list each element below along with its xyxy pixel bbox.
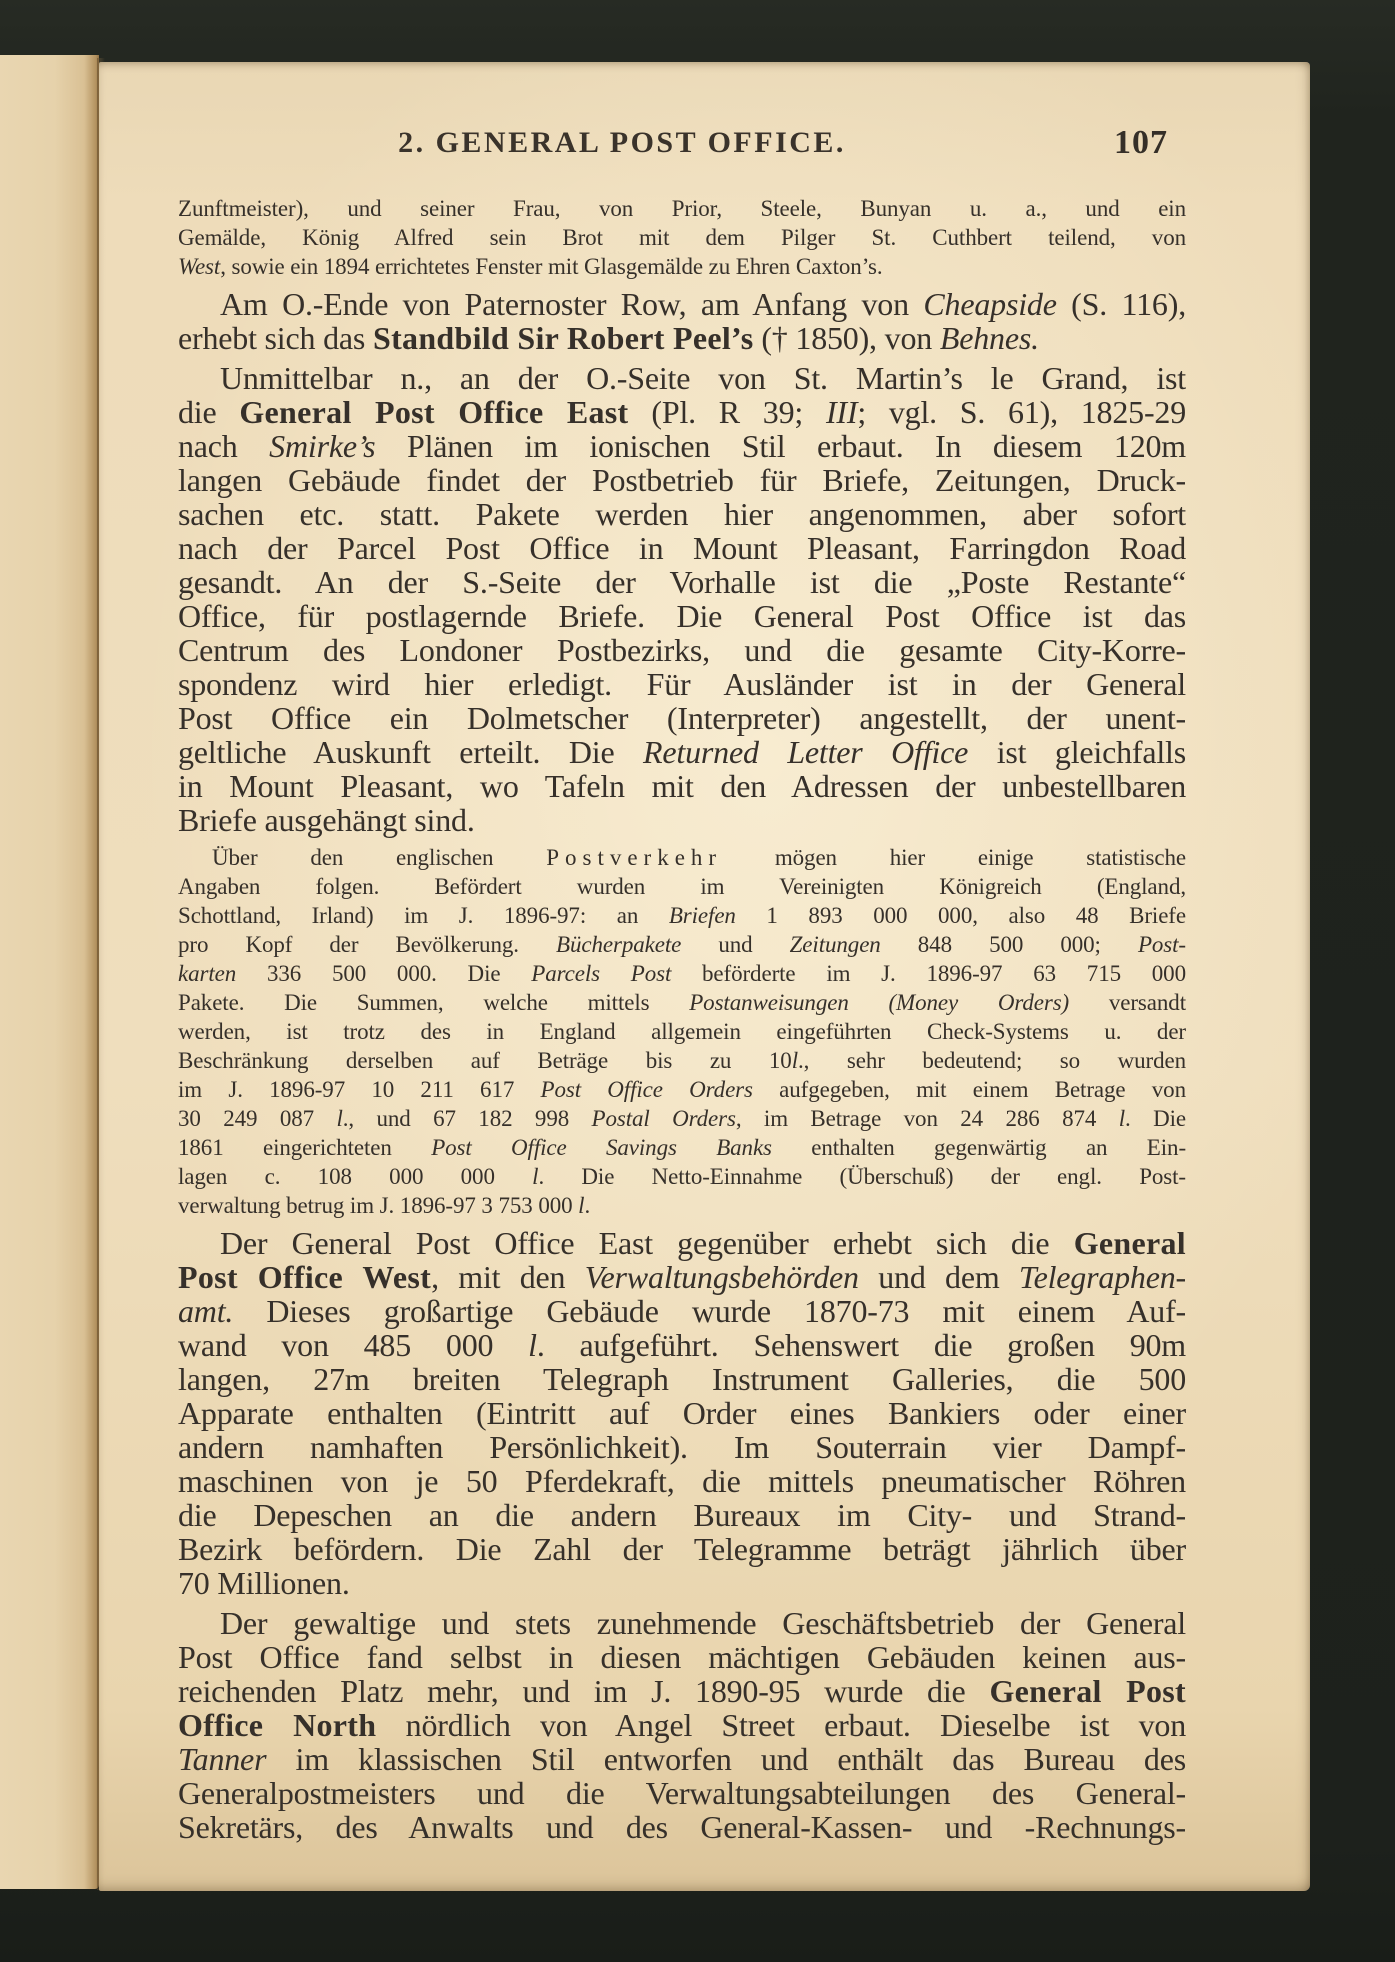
text-line: maschinen von je 50 Pferdekraft, die mittels pneumatischer Röhren — [178, 1463, 1186, 1499]
text-line: die Depeschen an die andern Bureaux im City- und Strand- — [178, 1497, 1186, 1533]
text-line: pro Kopf der Bevölkerung. Bücherpakete und Zeitungen 848 500 000; Post- — [178, 932, 1186, 957]
text-line: werden, ist trotz des in England allgemein eingeführten Check-Systems u. der — [178, 1019, 1186, 1044]
text-line: Bezirk befördern. Die Zahl der Telegramme beträgt jährlich über — [178, 1531, 1186, 1567]
text-line: im J. 1896-97 10 211 617 Post Office Orders aufgegeben, mit einem Betrage von — [178, 1077, 1186, 1102]
book-page — [99, 62, 1310, 1891]
text-line: Office North nördlich von Angel Street erbaut. Dieselbe ist von — [178, 1707, 1186, 1743]
text-line: Unmittelbar n., an der O.-Seite von St. Martin’s le Grand, ist — [220, 360, 1186, 396]
text-line: 70 Millionen. — [178, 1565, 350, 1601]
text-line: lagen c. 108 000 000 l. Die Netto-Einnahme (Überschuß) der engl. Post- — [178, 1164, 1186, 1189]
text-line: Post Office West, mit den Verwaltungsbehörden und dem Telegraphen- — [178, 1259, 1186, 1295]
text-line: Pakete. Die Summen, welche mittels Postanweisungen (Money Orders) versandt — [178, 990, 1186, 1015]
text-line: Über den englischen Postverkehr mögen hier einige statistische — [212, 845, 1186, 870]
text-line: langen, 27m breiten Telegraph Instrument Galleries, die 500 — [178, 1361, 1186, 1397]
text-line: sachen etc. statt. Pakete werden hier angenommen, aber sofort — [178, 496, 1186, 532]
text-line: wand von 485 000 l. aufgeführt. Sehenswert die großen 90m — [178, 1327, 1186, 1363]
text-line: Angaben folgen. Befördert wurden im Vereinigten Königreich (England, — [178, 874, 1186, 899]
paragraph — [178, 287, 1186, 355]
text-line: 30 249 087 l., und 67 182 998 Postal Orders, im Betrage von 24 286 874 l. Die — [178, 1106, 1186, 1131]
text-line: erhebt sich das Standbild Sir Robert Peel’s († 1850), von Behnes. — [178, 320, 1039, 356]
text-line: Apparate enthalten (Eintritt auf Order eines Bankiers oder einer — [178, 1395, 1186, 1431]
text-line: Briefe ausgehängt sind. — [178, 802, 475, 838]
paragraph — [178, 843, 1186, 1220]
text-block — [178, 122, 1186, 1844]
text-line: Office, für postlagernde Briefe. Die General Post Office ist das — [178, 598, 1186, 634]
text-line: amt. Dieses großartige Gebäude wurde 1870-73 mit einem Auf- — [178, 1293, 1186, 1329]
text-line: Zunftmeister), und seiner Frau, von Prior, Steele, Bunyan u. a., und ein — [178, 196, 1186, 221]
text-line: andern namhaften Persönlichkeit). Im Souterrain vier Dampf- — [178, 1429, 1186, 1465]
text-line: Der gewaltige und stets zunehmende Geschäftsbetrieb der General — [220, 1605, 1186, 1641]
text-line: West, sowie ein 1894 errichtetes Fenster mit Glasgemälde zu Ehren Caxton’s. — [178, 254, 883, 279]
text-line: Gemälde, König Alfred sein Brot mit dem Pilger St. Cuthbert teilend, von — [178, 225, 1186, 250]
text-line: 1861 eingerichteten Post Office Savings Banks enthalten gegenwärtig an Ein- — [178, 1135, 1187, 1160]
text-line: Post Office ein Dolmetscher (Interpreter) angestellt, der unent- — [178, 700, 1186, 736]
paragraph-container — [178, 194, 1186, 1844]
text-line: Am O.-Ende von Paternoster Row, am Anfang von Cheapside (S. 116), — [220, 286, 1186, 322]
text-line: in Mount Pleasant, wo Tafeln mit den Adressen der unbestellbaren — [178, 768, 1186, 804]
text-line: spondenz wird hier erledigt. Für Ausländer ist in der General — [178, 666, 1186, 702]
text-line: Beschränkung derselben auf Beträge bis zu 10l., sehr bedeutend; so wurden — [178, 1048, 1186, 1073]
text-line: reichenden Platz mehr, und im J. 1890-95 wurde die General Post — [178, 1673, 1186, 1709]
text-line: die General Post Office East (Pl. R 39; III; vgl. S. 61), 1825-29 — [178, 394, 1187, 430]
paragraph — [178, 194, 1186, 281]
chapter-title: 2. GENERAL POST OFFICE. — [398, 126, 846, 159]
paragraph — [178, 361, 1186, 837]
paragraph — [178, 1226, 1186, 1600]
text-line: Generalpostmeisters und die Verwaltungsabteilungen des General- — [178, 1775, 1186, 1811]
text-line: Centrum des Londoner Postbezirks, und die gesamte City-Korre- — [178, 632, 1186, 668]
text-line: langen Gebäude findet der Postbetrieb für Briefe, Zeitungen, Druck- — [178, 462, 1186, 498]
text-line: gesandt. An der S.-Seite der Vorhalle ist die „Poste Restante“ — [178, 564, 1186, 600]
text-line: Schottland, Irland) im J. 1896-97: an Briefen 1 893 000 000, also 48 Briefe — [178, 903, 1186, 928]
text-line: nach der Parcel Post Office in Mount Pleasant, Farringdon Road — [178, 530, 1186, 566]
text-line: karten 336 500 000. Die Parcels Post beförderte im J. 1896-97 63 715 000 — [178, 961, 1186, 986]
page-number: 107 — [1114, 124, 1168, 161]
text-line: geltliche Auskunft erteilt. Die Returned Letter Office ist gleichfalls — [178, 734, 1186, 770]
text-line: nach Smirke’s Plänen im ionischen Stil erbaut. In diesem 120m — [178, 428, 1186, 464]
text-line: Tanner im klassischen Stil entworfen und enthält das Bureau des — [178, 1741, 1186, 1777]
text-line: verwaltung betrug im J. 1896-97 3 753 000 l. — [178, 1193, 591, 1218]
text-line: Der General Post Office East gegenüber erhebt sich die General — [220, 1225, 1186, 1261]
adjacent-page-edge — [0, 55, 99, 1889]
page-header — [178, 122, 1186, 164]
text-line: Sekretärs, des Anwalts und des General-Kassen- und -Rechnungs- — [178, 1809, 1186, 1845]
text-line: Post Office fand selbst in diesen mächtigen Gebäuden keinen aus- — [178, 1639, 1186, 1675]
paragraph — [178, 1606, 1186, 1844]
